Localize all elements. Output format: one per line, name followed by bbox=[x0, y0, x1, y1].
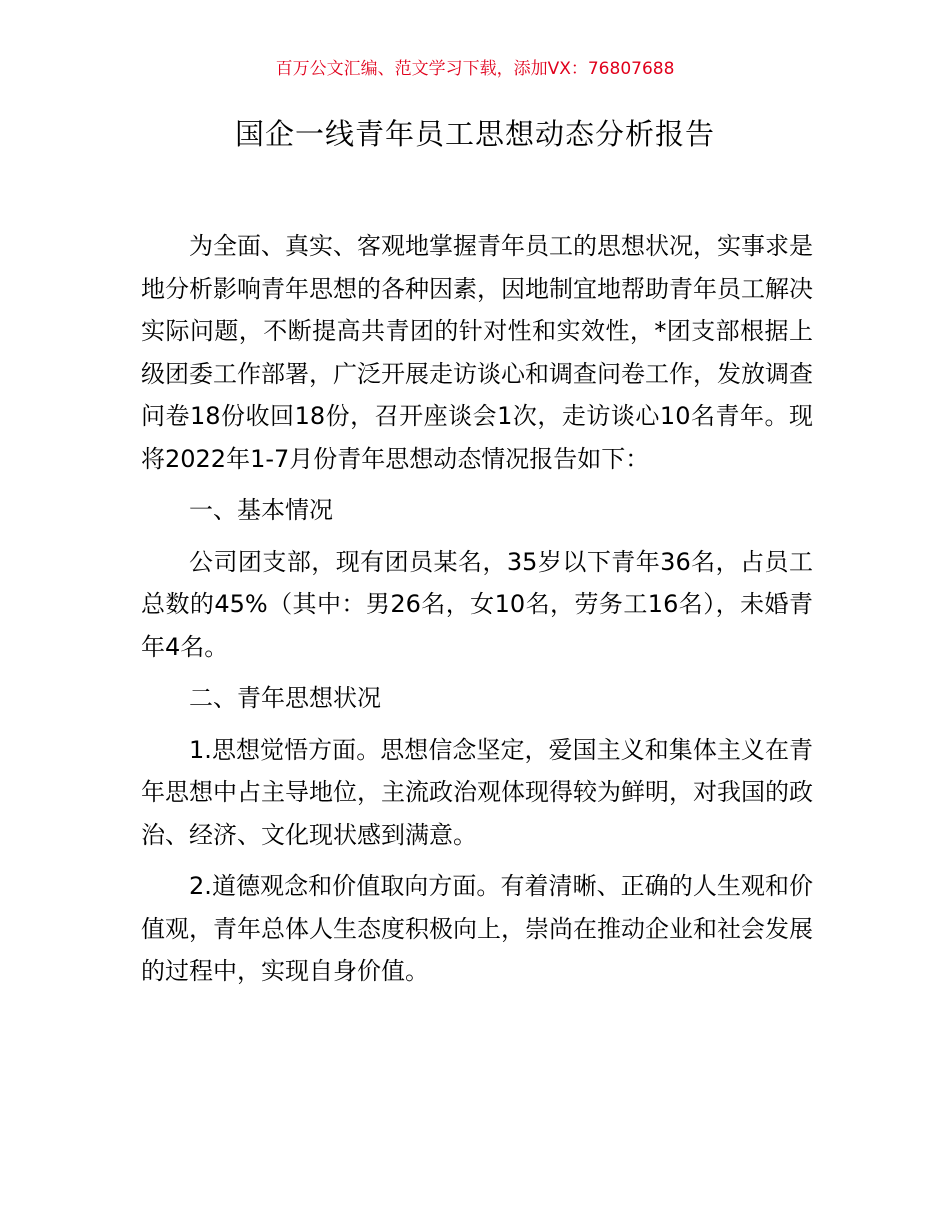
page-title: 国企一线青年员工思想动态分析报告 bbox=[234, 117, 715, 151]
intro-paragraph: 为全面、真实、客观地掌握青年员工的思想状况，实事求是地分析影响青年思想的各种因素，因地制宜地帮助青年员工解决实际问题，不断提高共青团的针对性和实效性，*团支部根据上级团委工作部署，广泛开展走访谈心和调查问卷工作，发放调查问卷18份收回18份，召开座谈会1次，走访谈心10名青年。现将2022年1-7月份青年思想动态情况报告如下： bbox=[141, 232, 813, 473]
moral-values-paragraph: 2.道德观念和价值取向方面。有着清晰、正确的人生观和价值观，青年总体人生态度积极向上，崇尚在推动企业和社会发展的过程中，实现自身价值。 bbox=[141, 872, 813, 985]
header-watermark-note: 百万公文汇编、范文学习下载，添加VX：76807688 bbox=[275, 59, 675, 79]
thought-awareness-paragraph: 1.思想觉悟方面。思想信念坚定，爱国主义和集体主义在青年思想中占主导地位，主流政治观体现得较为鲜明，对我国的政治、经济、文化现状感到满意。 bbox=[141, 735, 813, 849]
document-body bbox=[141, 225, 813, 993]
section-heading-basic-info: 一、基本情况 bbox=[189, 496, 333, 524]
section-heading-youth-thought: 二、青年思想状况 bbox=[189, 684, 381, 712]
basic-info-paragraph: 公司团支部，现有团员某名，35岁以下青年36名，占员工总数的45%（其中：男26名，女10名，劳务工16名），未婚青年4名。 bbox=[141, 547, 813, 661]
